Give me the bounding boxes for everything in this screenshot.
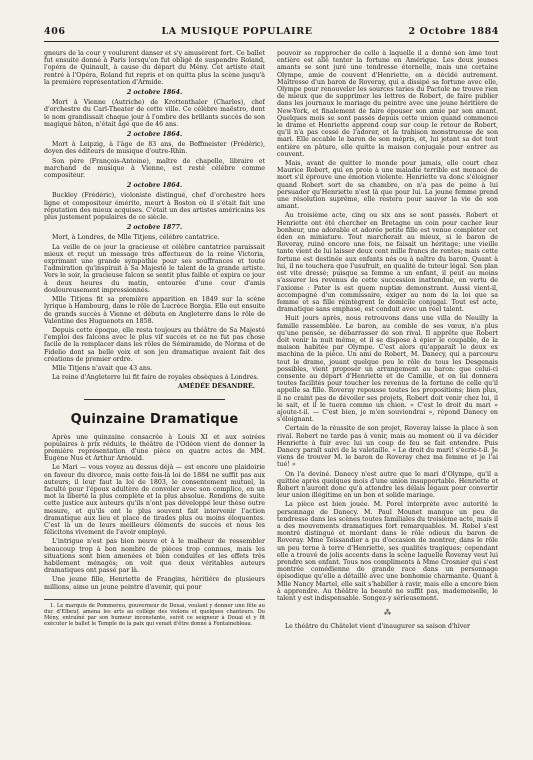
footnote-block	[44, 599, 265, 627]
paragraph: Mlle Titjens n'avait que 43 ans.	[52, 364, 153, 372]
paragraph: Depuis cette époque, elle resta toujours au théâtre de Sa Majesté l'emploi des falcons avec le plus vif succès et ce ne fut pas chose facile de la remplacer dans les rôles de Sémiramide, de Norma et de Fidelio dont sa belle voix et son jeu dramatique avaient fait des créations de premier ordre.	[44, 326, 265, 363]
footnote: 1. Le marquis de Pommereu, gouverneur de Douai, voulant y donner une fête au duc d'Elbeuf, amena les arts au collège des violons et quelques chanteurs. Du Mény, entraîné par son humeur inconstante, suivit ce seigneur à Douai et y fit exécuter le ballet le Temple de la paix qui venait d'être donné à Fontainebleau.	[44, 602, 265, 627]
paragraph: On l'a deviné. Danecy n'est autre que le mari d'Olympe, qu'il a quittée après quelques mois d'une union insupportable. Henriette et Robert n'auront donc qu'à attendre les délais légaux pour convertir leur union illégitime en un bon et solide mariage.	[277, 470, 498, 500]
paragraph: Son père (François-Antoine), maître de chapelle, libraire et marchand de musique à Vienne, est resté célèbre comme compositeur.	[44, 157, 265, 180]
section-title: Quinzaine Dramatique	[70, 411, 239, 427]
paragraph: Une jeune fille, Henriette de Frangins, héritière de plusieurs millions, aime un jeune peintre d'avenir, qui pour	[44, 576, 265, 591]
paragraph: Le Mari — vous voyez au dessus déjà — est encore une plaidoirie en faveur du divorce, mais cette fois-là loi de 1884 ne suffit pas aux auteurs; il leur faut la loi de 1803, le consentement mutuel, la faculté pour l'époux adultère de convoler avec son complice, en un mot la liberté la plus complète et la plus absolue. Rendons de suite cette justice aux auteurs qu'ils n'ont pas développé leur thèse outre mesure, et qu'ils ont le plus souvent fait intervenir l'action dramatique aux lieu et place de tirades plus ou moins éloquentes. C'est là un de leurs meilleurs éléments de succès et nous les félicitons vivement de l'avoir employé.	[44, 464, 265, 537]
paragraph: Mort à Leipzig, à l'âge de 83 ans, de Boffmeister (Frédéric), doyen des éditeurs de musique d'outre-Rhin.	[44, 141, 265, 156]
asterism-divider: ⁂	[384, 609, 391, 618]
dateline: 2 octobre 1864.	[126, 182, 183, 190]
paragraph: Après une quinzaine consacrée à Louis XI et aux soirées populaires à prix réduits, le théâtre de l'Odéon vient de donner la première représentation d'une pièce en quatre actes de MM. Eugène Nus et Arthur Arnould.	[44, 433, 265, 463]
author-signature: AMÉDÉE DÉSANDRÉ.	[177, 383, 255, 391]
paragraph: Mort, à Londres, de Mlle Titjens, célèbre cantatrice.	[52, 234, 220, 242]
paragraph: L'intrigue n'est pas bien neuve et à le malheur de ressembler beaucoup trop à bon nombre de pièces trop connues, mais les situations sont bien amenées et bien conduites et les effets très habilement ménagés; on voit que deux véritables auteurs dramatiques ont passé par là.	[44, 538, 265, 575]
paragraph: Buckley (Frédéric), violoniste distingué, chef d'orchestre hors ligne et compositeur émérite, meurt à Boston où il s'était fait une réputation des mieux acquises. C'était un des artistes américains les plus justement populaires de ce siècle.	[44, 192, 265, 222]
paragraph: Certain de la réussite de son projet, Roveray laisse la place à son rival. Robert ne tarde pas à venir, mais au moment où il va décider Henriette à fuir avec lui un coup de feu se fait entendre. Puis Danecy paraît suivi de la valetaille. « Le droit du mari! s'écrie-t-il. Je viens de trouver M. le baron de Roveray chez ma femme et je l'ai tué! »	[277, 425, 498, 469]
right-column	[277, 50, 498, 758]
dateline: 2 octobre 1864.	[126, 131, 183, 139]
page-header	[44, 26, 499, 37]
header-rule	[44, 41, 499, 42]
paragraph: pouvoir se rapprocher de celle à laquelle il a donné son âme tout entière est allé tenter la fortune en Amérique. Les deux jeunes amants se sont juré une tendresse éternelle, mais une certaine Olympe, amie de couvent d'Henriette, en a décidé autrement. Maîtresse d'un baron de Roveray, qui a dissipé sa fortune avec elle, Olympe pour renouveler les sources taries du Pactole ne trouve rien de mieux que de supprimer les lettres de Robert, de faire publier dans les journaux le mariage du peintre avec une jeune héritière de New-York, et finalement de faire épouser son amie par son amant. Quelques mois se sont passés depuis cette union quand commence le drame et Henriette apprend coup sur coup le retour de Robert, qu'il n'a pas cessé de l'adorer, et la trahison monstrueuse de son mari. Elle accable le baron de son mépris, et, lui jetant sa dot tout entière en pâture, elle quitte la maison conjugale pour entrer au couvent.	[277, 50, 498, 158]
publication-title: LA MUSIQUE POPULAIRE	[161, 26, 313, 37]
issue-date: 2 Octobre 1884	[408, 26, 499, 37]
paragraph: La veille de ce jour la gracieuse et célèbre cantatrice paraissait mieux et reçut un message très affectueux de la reine Victoria, exprimant une grande sympathie pour ses souffrances et toute l'admiration qu'inspirait à Sa Majesté le talent de la grande artiste. Vers le soir, la gracieuse falcon se sentit plus faible et expira ce jour à deux heures du matin, entourée d'une cour d'amis douloureusement impressionnés.	[44, 243, 265, 294]
paragraph: Au troisième acte, cinq ou six ans se sont passés. Robert et Henriette ont été chercher en Bretagne un coin pour cacher leur bonheur, une adorable et adorée petite fille est venue compléter cet éden en miniature. Tout marcherait au mieux, si le baron de Roveray, ruiné encore une fois, ne faisait un héritage; une vieille tante vient de lui laisser deux cent mille francs de rentes; mais cette fortune est destinée aux enfants nés ou à naître du baron. Quant à lui, il ne touchera que l'usufruit, en qualité de tuteur légal. Son plan est vite dressé; puisque sa femme a un enfant, il peut au moins s'assurer les revenus de cette succession inattendue, en vertu de l'axiome : Pater is est quem nuptiæ demonstrant. Aussi vient-il, accompagné d'un commissaire, exiger au nom de la loi que sa femme et sa fille réintègrent le domicile conjugal. Tout est acte, dramatique sans emphase, est conduit avec un réel talent.	[277, 212, 498, 314]
dateline: 2 octobre 1877.	[126, 224, 183, 232]
paragraph: Mlle Titjens fit sa première apparition en 1849 sur la scène lyrique à Hambourg, dans le rôle de Lucrèce Borgia. Elle eut ensuite de grands succès à Vienne et débuta en Angleterre dans le rôle de Valentine des Huguenots en 1858.	[44, 296, 265, 325]
left-column	[44, 50, 265, 758]
paragraph: gneurs de la cour y voulurent danser et s'y amusèrent fort. Ce ballet fut ensuite donné à Paris lorsqu'on fut obligé de suspendre Roland, l'opéra de Quinault, à cause du départ du Mény. Cet artiste était rentré à l'Opéra, Roland fut repris et on quitta plus la scène jusqu'à la première représentation d'Armide.	[44, 50, 265, 86]
page-number: 406	[44, 26, 66, 37]
paragraph: La pièce est bien jouée. M. Porel interprète avec autorité le personnage de Danecy. M. Paul Mounet manque un peu de tendresse dans les scènes toutes familiales du troisième acte, mais il a des mouvements dramatiques fort remarquables. M. Robel s'est montré distingué et mordant dans le rôle odieux du baron de Roveray. Mme Teissandier a pu d'occasion de montrer, dans le rôle un peu terne à terre d'Henriette, ses qualités tragiques; cependant elle a trouvé de jolis accents dans la scène laquelle Roveray veut lui prendre son enfant. Tous nos compliments à Mme Crosnier qui s'est montrée comédienne de grande race dans un personnage épisodique qu'elle a détaillé avec une bonhomie charmante. Quant à Mlle Nancy Martel, elle sait s'habiller à ravir, mais elle a encore bien à apprendre. Au théâtre la beauté ne suffit pas, mademoiselle, le talent y est indispensable. Songez-y sérieusement.	[277, 501, 498, 603]
paragraph: Le théâtre du Châtelet vient d'inaugurer sa saison d'hiver	[285, 623, 471, 631]
paragraph: Mort à Vienne (Autriche) de Krottenthaler (Charles), chef d'orchestre du Carl-Theater de cette ville. Ce célèbre maëstro, dont le nom grandissait chaque jour à l'ombre des brillants succès de son magique bâton, n'était âgé que de 46 ans.	[44, 99, 265, 128]
paragraph: Huit jours après, nous retrouvons dans une villa de Neuilly la famille rassemblée. Le baron, au comble de ses vœux, n'a plus qu'une pensée, se débarrasser de son rival. Il apprête que Robert doit venir la nuit même, et il se dispose à épier le coupable, de la maison habitée par Olympe. C'est alors qu'apparaît le deux ex machina de la pièce. Un ami de Robert, M. Danecy, qui a parcouru tout le drame, jouant quelque peu le rôle de tous les Desgenais possibles, vient proposer un arrangement au baron: que celui-ci consente au départ d'Henriette et de Camille, et on lui donnera toutes facilités pour toucher les revenus de la fortune de celle qu'il appelle sa fille. Roveray repousse toutes les propositions; bien plus, il ne craint pas de dévoiler ses projets, Robert doit venir chez lui, il le sait, et il le tuera comme un chien. « C'est le droit du mari » ajoute-t-il. — C'est bien, je m'en souviendrai », répond Danecy en s'éloignant.	[277, 315, 498, 424]
section-divider	[84, 399, 225, 400]
paragraph: La reine d'Angleterre lui fit faire de royales obsèques à Londres.	[52, 374, 259, 382]
dateline: 2 octobre 1864.	[126, 89, 183, 97]
paragraph: Mais, avant de quitter le monde pour jamais, elle court chez Maurice Robert, qui en proie à une maladie terrible est menacé de mort s'il éprouve une émotion violente. Henriette va donc s'éloigner quand Robert sort de sa chambre, on n'a pas de peine à lui persuader qu'Henriette n'est là que pour lui. La jeune femme prend une résolution suprême, elle restera pour sauver la vie de son amant.	[277, 160, 498, 211]
article-columns	[44, 50, 499, 758]
